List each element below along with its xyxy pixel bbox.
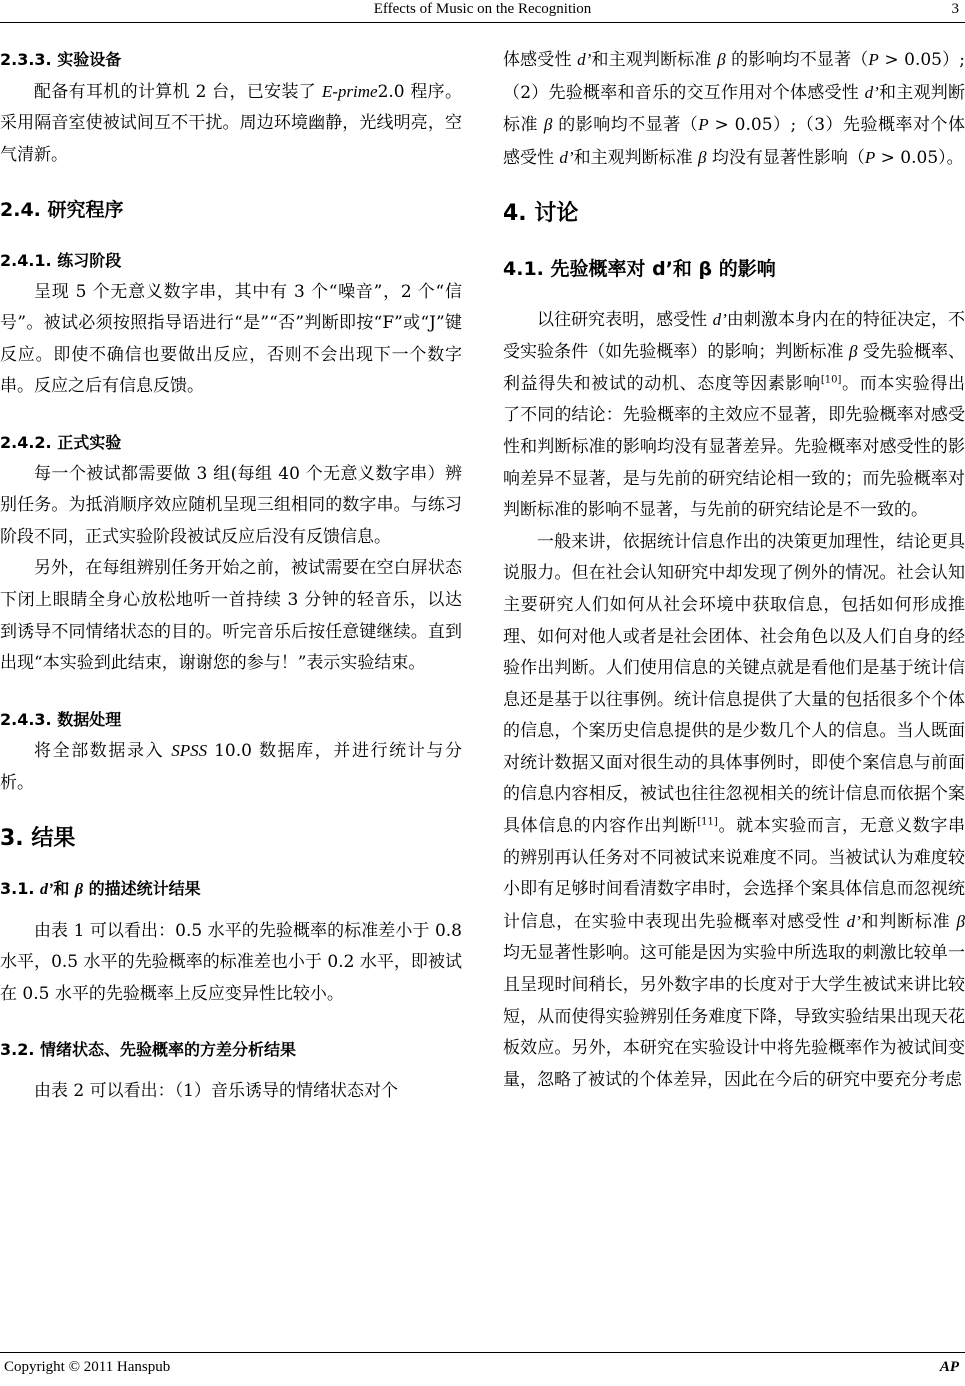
section-heading-2-3-3: 2.3.3. 实验设备 xyxy=(0,50,122,69)
page-number: 3 xyxy=(951,1,959,17)
left-column xyxy=(0,44,462,1108)
paragraph-anova: 由表 2 可以看出：（1）音乐诱导的情绪状态对个 xyxy=(34,1081,398,1102)
page-footer xyxy=(0,1352,965,1386)
paragraph-statistical-info: 一般来讲，依据统计信息作出的决策更加理性，结论更具说服力。但在社会认知研究中却发现了例外的情况。社会认知主要研究人们如何从社会环境中获取信息，包括如何形成推理、如何对他人或者是社会团体、社会角色以及人们自身的经验作出判断。人们使用信息的关键点就是看他们是基于统计信息还是基于以往事例。统计信息提供了大量的包括很多个个体的信息，个案历史信息提供的是少数几个人的信息。当人既面对统计数据又面对很生动的具体事例时，即使个案信息与前面的信息内容相反，被试也往往忽视相关的统计信息而依据个案具体信息的内容作出判断[11]。就本实验而言，无意义数字串的辨别再认任务对不同被试来说难度不同。当被试认为难度较小即有足够时间看清数字串时，会选择个案具体信息而忽视统计信息，在实验中表现出先验概率对感受性 d’和判断标准 β 均无显著性影响。这可能是因为实验中所选取的刺激比较单一且呈现时间稍长，另外数字串的长度对于大学生被试来讲比较短，从而使得实验辨别任务难度下降，导致实验结果出现天花板效应。另外，本研究在实验设计中将先验概率作为被试间变量，忽略了被试的个体差异，因此在今后的研究中要充分考虑 xyxy=(503,531,965,1090)
section-heading-4-1: 4.1. 先验概率对 d’和 β 的影响 xyxy=(503,257,776,280)
section-heading-2-4-3: 2.4.3. 数据处理 xyxy=(0,709,122,729)
paragraph-formal-2: 另外，在每组辨别任务开始之前，被试需要在空白屏状态下闭上眼睛全身心放松地听一首持续 3 分钟的轻音乐，以达到诱导不同情绪状态的目的。听完音乐后按任意键继续。直到出现“本实验到此结束，谢谢您的参与！”表示实验结束。 xyxy=(0,558,462,674)
page-header xyxy=(0,0,965,22)
header-rule xyxy=(0,22,965,23)
running-title: Effects of Music on the Recognition xyxy=(373,1,592,17)
paragraph-prior-probability: 以往研究表明，感受性 d’由刺激本身内在的特征决定，不受实验条件（如先验概率）的影响；判断标准 β 受先验概率、利益得失和被试的动机、态度等因素影响[10]。而本实验得出了不同的结论：先验概率的主效应不显著，即先验概率对感受性和判断标准的影响均没有显著差异。先验概率对感受性的影响差异不显著，是与先前的研究结论相一致的；而先验概率对判断标准的影响不显著，与先前的研究结论是不一致的。 xyxy=(503,309,965,521)
copyright-notice: Copyright © 2011 Hanspub xyxy=(4,1359,171,1375)
section-heading-2-4: 2.4. 研究程序 xyxy=(0,199,124,222)
section-heading-3-2: 3.2. 情绪状态、先验概率的方差分析结果 xyxy=(0,1040,296,1060)
section-heading-2-4-1: 2.4.1. 练习阶段 xyxy=(0,250,122,270)
citation-11: [11] xyxy=(697,816,718,828)
paragraph-equipment: 配备有耳机的计算机 2 台，已安装了 E-prime2.0 程序。采用隔音室使被试间互不干扰。周边环境幽静，光线明亮，空气清新。 xyxy=(0,81,462,165)
paragraph-data-processing: 将全部数据录入 SPSS 10.0 数据库，并进行统计与分析。 xyxy=(0,741,462,793)
paragraph-descriptive: 由表 1 可以看出：0.5 水平的先验概率的标准差小于 0.8 水平，0.5 水平的先验概率的标准差也小于 0.2 水平，即被试在 0.5 水平的先验概率上反应变异性比较小。 xyxy=(0,920,462,1004)
right-column xyxy=(503,44,965,1096)
section-heading-3: 3. 结果 xyxy=(0,826,76,852)
section-heading-4: 4. 讨论 xyxy=(503,201,579,227)
footer-rule xyxy=(0,1352,965,1353)
paragraph-formal-1: 每一个被试都需要做 3 组(每组 40 个无意义数字串）辨别任务。为抵消顺序效应随机呈现三组相同的数字串。与练习阶段不同，正式实验阶段被试反应后没有反馈信息。 xyxy=(0,463,462,547)
citation-10: [10] xyxy=(820,374,842,386)
section-heading-3-1: 3.1. d’和 β 的描述统计结果 xyxy=(0,879,201,899)
paragraph-anova-continued: 体感受性 d’和主观判断标准 β 的影响均不显著（P > 0.05）;（2）先验概率和音乐的交互作用对个体感受性 d’和主观判断标准 β 的影响均不显著（P > 0.05）;（3）先验概率对个体感受性 d’和主观判断标准 β 均没有显著性影响（P > 0.05）。 xyxy=(503,50,965,168)
paragraph-practice: 呈现 5 个无意义数字串，其中有 3 个“噪音”，2 个“信号”。被试必须按照指导语进行“是”“否”判断即按“F”或“J”键反应。即使不确信也要做出反应，否则不会出现下一个数字串。反应之后有信息反馈。 xyxy=(0,281,462,397)
section-heading-2-4-2: 2.4.2. 正式实验 xyxy=(0,432,122,452)
journal-abbreviation: AP xyxy=(939,1359,959,1375)
